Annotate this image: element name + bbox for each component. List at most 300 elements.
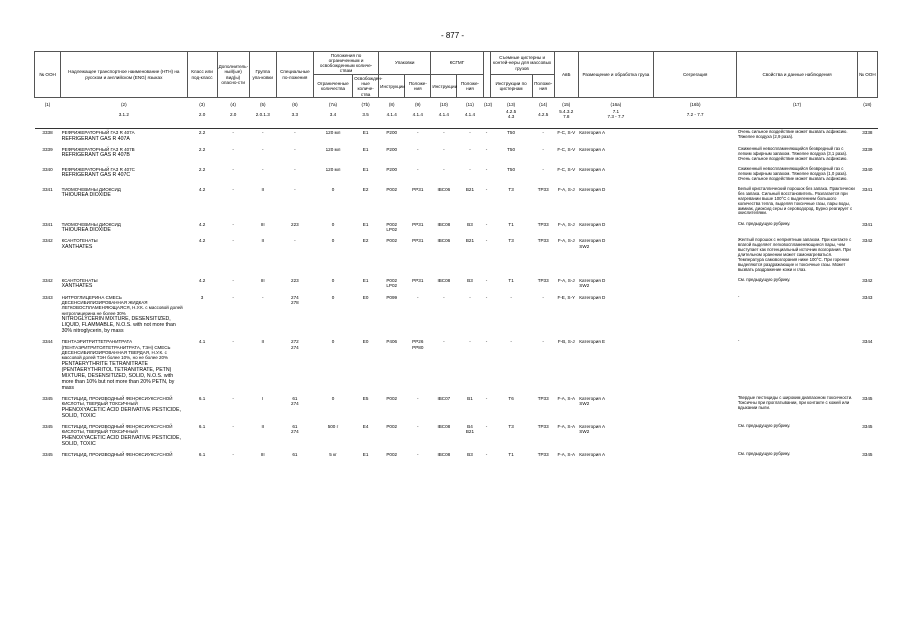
- blank-cell: -: [485, 277, 488, 283]
- limited-quantity: 0: [331, 396, 335, 402]
- stowage-category: Категория D: [579, 187, 606, 193]
- blank-cell: -: [485, 221, 488, 227]
- packing-instruction: P002: [386, 187, 398, 193]
- un-number: 3344: [42, 339, 53, 345]
- table-row: [35, 338, 878, 395]
- column-index: (7b): [361, 102, 370, 108]
- class: 6.1: [198, 396, 206, 402]
- ems-code: F-B, S-J: [557, 339, 575, 345]
- ibc-instruction: -: [443, 294, 445, 300]
- header-ibc-provisions: Положе-ния: [457, 75, 483, 98]
- special-provisions: 61: [292, 452, 298, 458]
- column-reference: 5.4.3.2 7.8: [554, 108, 578, 128]
- header-limited-excepted: Положения по ограниченным и освобожденным количе-ствам: [313, 52, 378, 75]
- un-number-right: 3342: [862, 277, 873, 283]
- column-reference: [857, 108, 877, 128]
- tank-instruction: -: [510, 339, 512, 345]
- special-provisions: -: [294, 187, 296, 193]
- column-index: (7a): [328, 102, 338, 108]
- column-index: (16b): [689, 102, 701, 108]
- blank-cell: -: [485, 167, 488, 173]
- packing-group: II: [261, 187, 265, 193]
- stowage-category: Категория D SW2: [579, 238, 606, 249]
- subsidiary-hazard: -: [232, 167, 234, 173]
- packing-instruction: P002: [386, 396, 398, 402]
- excepted-quantity: E1: [362, 167, 369, 173]
- segregation: [654, 293, 737, 338]
- ibc-instruction: -: [443, 167, 445, 173]
- name-english: PHENOXYACETIC ACID DERIVATIVE PESTICIDE, SOLID, TOXIC: [61, 406, 181, 419]
- dangerous-goods-table: [34, 51, 878, 462]
- column-index: (11): [466, 102, 474, 108]
- limited-quantity: 0: [331, 238, 335, 244]
- ems-code: F-A, S-A: [557, 396, 576, 402]
- class: 3: [200, 294, 204, 300]
- column-index-row: [35, 98, 878, 108]
- limited-quantity: 120 мл: [325, 167, 341, 173]
- packing-instruction: P002: [386, 452, 398, 458]
- header-blank: [483, 52, 490, 98]
- stowage-category: Категория D SW2: [579, 277, 606, 289]
- segregation: [654, 237, 737, 276]
- column-reference: 3.4: [313, 108, 352, 128]
- ems-code: F-A, S-A: [557, 424, 576, 430]
- column-reference: 2.0.1.3: [249, 108, 276, 128]
- name-russian: ПЕСТИЦИД, ПРОИЗВОДНЫЙ ФЕНОКСИУКСУСНОЙ: [61, 452, 173, 458]
- limited-quantity: 120 мл: [325, 130, 341, 136]
- ibc-instruction: IBC08: [437, 452, 451, 458]
- tank-provision: TP33: [537, 221, 549, 227]
- un-number: 3345: [42, 424, 53, 430]
- special-provisions: 61 274: [291, 396, 299, 407]
- header-ibc-instructions: Инструкции: [431, 75, 457, 98]
- ibc-instruction: IBC08: [437, 424, 451, 430]
- tank-instruction: T3: [508, 187, 514, 193]
- excepted-quantity: E0: [362, 294, 369, 300]
- packing-group: -: [262, 130, 264, 136]
- name-english: PENTAERYTHRITE TETRANITRATE (PENTAERYTHRITOL TETRANITRATE, PETN) MIXTURE, DESENSITIZED, SOLID, N.O.S. with more than 10% but not more than 20% PETN, by mass: [61, 360, 175, 391]
- subsidiary-hazard: -: [232, 221, 234, 227]
- un-number-right: 3340: [862, 167, 873, 173]
- packing-provision: -: [417, 167, 419, 173]
- ibc-provision: -: [469, 147, 471, 153]
- name-russian: ТИОМОЧЕВИНЫ ДИОКСИД: [61, 221, 121, 227]
- ibc-provision: B4 B21: [465, 424, 475, 435]
- excepted-quantity: E4: [362, 424, 369, 430]
- ibc-provision: -: [469, 294, 471, 300]
- class: 2.2: [198, 130, 206, 136]
- ems-code: F-C, S-V: [557, 130, 576, 136]
- tank-provision: TP33: [537, 452, 549, 458]
- header-un-no: № ООН: [35, 52, 61, 98]
- properties-remarks: Очень сильное воздействие может вызвать асфиксию. Тяжелее воздуха (2,9 раза).: [737, 129, 848, 140]
- proper-shipping-name: [61, 146, 187, 166]
- name-english: PHENOXYACETIC ACID DERIVATIVE PESTICIDE, SOLID, TOXIC: [61, 434, 181, 447]
- column-index: (18): [863, 102, 872, 108]
- header-un-no-right: № ООН: [857, 52, 877, 98]
- column-index: (14): [539, 102, 548, 108]
- packing-provision: -: [417, 424, 419, 430]
- blank-cell: -: [485, 130, 488, 136]
- tank-instruction: T6: [508, 396, 514, 402]
- table-body: [35, 128, 878, 461]
- segregation: [654, 423, 737, 451]
- table-row: [35, 146, 878, 166]
- properties-remarks: Сжиженный невоспламеняющийся безвредный газ с легким эфирным запахом. Тяжелее воздуха (3,1 раза). Очень сильное воздействие может вызвать асфиксию.: [737, 146, 848, 161]
- tank-instruction: T3: [508, 424, 514, 430]
- blank-cell: -: [485, 147, 488, 153]
- column-index: (5): [259, 102, 266, 108]
- packing-instruction: P002: [386, 238, 398, 244]
- name-english: REFRIGERANT GAS R 407C: [61, 172, 131, 179]
- class: 4.2: [198, 238, 206, 244]
- packing-instruction: P099: [386, 294, 398, 300]
- column-index: (10): [439, 102, 448, 108]
- subsidiary-hazard: -: [232, 147, 234, 153]
- packing-instruction: P002: [386, 424, 398, 430]
- ems-code: F-A, S-J: [557, 277, 575, 283]
- blank-cell: -: [485, 238, 488, 244]
- table-row: [35, 395, 878, 423]
- ibc-provision: B1: [467, 396, 473, 402]
- ibc-instruction: -: [443, 339, 445, 345]
- proper-shipping-name: [61, 276, 187, 293]
- header-properties: Свойства и данные наблюдения: [737, 52, 857, 98]
- tank-instruction: -: [510, 294, 512, 300]
- column-index: (1): [44, 102, 51, 108]
- class: 2.2: [198, 147, 206, 153]
- proper-shipping-name: [61, 237, 187, 276]
- header-name: Надлежащее транспортное наименование (НТН) на русском и английском (ENG) языках: [61, 52, 187, 98]
- un-number: 3345: [42, 452, 53, 458]
- ibc-provision: B3: [467, 221, 473, 227]
- segregation: [654, 128, 737, 145]
- header-segregation: Сегрегация: [654, 52, 737, 98]
- proper-shipping-name: [61, 220, 187, 237]
- packing-group: I: [262, 396, 264, 402]
- ibc-instruction: IBC06: [437, 187, 451, 193]
- packing-group: III: [260, 452, 265, 458]
- segregation: [654, 276, 737, 293]
- header-packing-instructions: Инструкции: [379, 75, 405, 98]
- column-index: (16a): [610, 102, 622, 108]
- ems-code: F-A, S-J: [557, 238, 575, 244]
- properties-remarks: См. предыдущую рубрику.: [737, 276, 791, 282]
- column-index: (6): [292, 102, 298, 108]
- name-russian: КСАНТОГЕНАТЫ: [61, 277, 98, 283]
- subsidiary-hazard: -: [232, 238, 234, 244]
- proper-shipping-name: [61, 128, 187, 145]
- tank-instruction: T1: [508, 452, 514, 458]
- name-russian: РЕФРИЖЕРАТОРНЫЙ ГАЗ R 407A: [61, 130, 135, 136]
- tank-instruction: T50: [507, 147, 516, 153]
- ibc-provision: B21: [465, 187, 475, 193]
- un-number-right: 3345: [862, 396, 873, 402]
- un-number: 3342: [42, 277, 53, 283]
- tank-provision: TP33: [537, 187, 549, 193]
- packing-group: III: [260, 277, 265, 283]
- stowage-category: Категория А SW2: [579, 396, 606, 407]
- tank-instruction: T3: [508, 238, 514, 244]
- column-reference: 2.0: [217, 108, 249, 128]
- properties-remarks: Твердые пестициды с широким диапазоном токсичности. Токсичны при проглатывании, при контакте с кожей или вдыхании пыли.: [737, 395, 853, 410]
- limited-quantity: 0: [331, 277, 335, 283]
- column-reference: 2.0: [187, 108, 217, 128]
- column-reference: 3.1.2: [61, 108, 187, 128]
- special-provisions: -: [294, 167, 296, 173]
- excepted-quantity: E2: [362, 187, 369, 193]
- properties-remarks: Сжиженный невоспламеняющийся безвредный газ с легким эфирным запахом. Тяжелее воздуха (1,0 раза). Очень сильное воздействие может вызвать асфиксию.: [737, 166, 848, 181]
- stowage-category: Категория А: [579, 130, 606, 136]
- subsidiary-hazard: -: [232, 396, 234, 402]
- special-provisions: -: [294, 238, 296, 244]
- special-provisions: 223: [291, 221, 299, 227]
- ems-code: F-A, S-J: [557, 187, 575, 193]
- stowage-category: Категория А: [579, 147, 606, 153]
- un-number: 3341: [42, 221, 53, 227]
- packing-provision: PP31: [412, 277, 424, 283]
- packing-provision: PP31: [412, 238, 424, 244]
- proper-shipping-name: [61, 186, 187, 221]
- un-number: 3340: [42, 167, 53, 173]
- special-provisions: 223: [291, 277, 299, 283]
- packing-group: II: [261, 238, 265, 244]
- column-reference: 3.3: [276, 108, 313, 128]
- column-reference: 7.2 - 7.7: [654, 108, 737, 128]
- tank-instruction: T1: [508, 277, 514, 283]
- tank-provision: TP33: [537, 277, 549, 283]
- un-number: 3339: [42, 147, 53, 153]
- properties-remarks: -: [737, 338, 740, 344]
- segregation: [654, 451, 737, 462]
- segregation: [654, 186, 737, 221]
- excepted-quantity: E5: [362, 396, 369, 402]
- packing-provision: -: [417, 396, 419, 402]
- limited-quantity: 0: [331, 221, 335, 227]
- ibc-provision: -: [469, 167, 471, 173]
- limited-quantity: 120 мл: [325, 147, 341, 153]
- column-reference: 4.1.4: [457, 108, 483, 128]
- column-reference: 3.5: [353, 108, 379, 128]
- tank-provision: -: [542, 294, 544, 300]
- column-index: (8): [388, 102, 395, 108]
- tank-instruction: T1: [508, 221, 514, 227]
- table-row: [35, 276, 878, 293]
- subsidiary-hazard: -: [232, 452, 234, 458]
- class: 4.2: [198, 187, 206, 193]
- column-reference: 4.2.5 4.3: [490, 108, 532, 128]
- packing-provision: PP31: [412, 221, 424, 227]
- packing-group: II: [261, 424, 265, 430]
- properties-remarks: См. предыдущую рубрику.: [737, 451, 791, 457]
- ibc-provision: B3: [467, 452, 473, 458]
- packing-provision: -: [417, 294, 419, 300]
- ibc-instruction: IBC07: [437, 396, 451, 402]
- packing-provision: PP31: [412, 187, 424, 193]
- blank-cell: -: [485, 452, 488, 458]
- packing-instruction: P002 LP02: [386, 277, 398, 289]
- header-class: Класс или под-класс: [187, 52, 217, 98]
- tank-provision: -: [542, 130, 544, 136]
- properties-remarks: Белый кристаллический порошок без запаха. Практически без запаха. Сильный восстановитель. Разлагается при нагревании выше 100°С с выделением большого количества тепла, выделяя токсичные газы, пары воды, аммиак, диоксид серы и сероводород. Бурно реагирует с окислителями.: [737, 186, 855, 216]
- segregation: [654, 338, 737, 395]
- tank-instruction: T50: [507, 130, 516, 136]
- limited-quantity: 500 г: [327, 424, 339, 430]
- un-number-right: 3345: [862, 424, 873, 430]
- special-provisions: -: [294, 130, 296, 136]
- column-reference: 4.1.4: [379, 108, 405, 128]
- properties-remarks: См. предыдущую рубрику.: [737, 423, 791, 429]
- subsidiary-hazard: -: [232, 277, 234, 283]
- header-ems: АвБ: [554, 52, 578, 98]
- table-row: [35, 293, 878, 338]
- packing-group: -: [262, 294, 264, 300]
- column-reference: 4.1.4: [405, 108, 431, 128]
- name-russian: КСАНТОГЕНАТЫ: [61, 238, 98, 244]
- properties-remarks: См. предыдущую рубрику.: [737, 220, 791, 226]
- stowage-category: Категория D: [579, 294, 606, 300]
- segregation: [654, 166, 737, 186]
- packing-instruction: P200: [386, 167, 398, 173]
- subsidiary-hazard: -: [232, 424, 234, 430]
- column-reference: [483, 108, 490, 128]
- table-row: [35, 451, 878, 462]
- column-index: (12): [484, 102, 493, 108]
- column-reference: 4.1.4: [431, 108, 457, 128]
- tank-instruction: T50: [507, 167, 516, 173]
- table-row: [35, 423, 878, 451]
- un-number: 3341: [42, 187, 53, 193]
- tank-provision: -: [542, 339, 544, 345]
- name-russian: ПЕСТИЦИД, ПРОИЗВОДНЫЙ ФЕНОКСИУКСУСНОЙ КИСЛОТЫ, ТВЕРДЫЙ ТОКСИЧНЫЙ: [61, 396, 173, 407]
- table-row: [35, 166, 878, 186]
- special-provisions: 274 278: [291, 294, 299, 305]
- un-number: 3338: [42, 130, 53, 136]
- un-number-right: 3341: [862, 187, 873, 193]
- packing-provision: -: [417, 147, 419, 153]
- tank-provision: TP33: [537, 238, 549, 244]
- column-index: (2): [120, 102, 127, 108]
- excepted-quantity: E0: [362, 339, 369, 345]
- ibc-provision: -: [469, 339, 471, 345]
- tank-provision: -: [542, 167, 544, 173]
- properties-remarks: -: [737, 293, 740, 299]
- blank-cell: -: [485, 396, 488, 402]
- packing-group: -: [262, 167, 264, 173]
- header-packing-provisions: Положе-ния: [405, 75, 431, 98]
- special-provisions: -: [294, 147, 296, 153]
- segregation: [654, 220, 737, 237]
- un-number: 3342: [42, 238, 53, 244]
- special-provisions: 61 274: [291, 424, 299, 435]
- ems-code: F-C, S-V: [557, 167, 576, 173]
- name-english: XANTHATES: [61, 243, 93, 250]
- proper-shipping-name: [61, 451, 187, 462]
- column-index: (17): [792, 102, 802, 108]
- un-number-right: 3338: [862, 130, 873, 136]
- header-tank-instructions: Инструкции по цистернам: [490, 75, 532, 98]
- packing-provision: -: [417, 452, 419, 458]
- header-limited-qty: Ограниченные количества: [313, 75, 352, 98]
- table-row: [35, 186, 878, 221]
- ems-code: F-E, S-Y: [557, 294, 576, 300]
- column-reference: 4.2.5: [532, 108, 554, 128]
- header-packing-group: Группа упа-ковки: [249, 52, 276, 98]
- name-russian: ПЕСТИЦИД, ПРОИЗВОДНЫЙ ФЕНОКСИУКСУСНОЙ КИСЛОТЫ, ТВЕРДЫЙ ТОКСИЧНЫЙ: [61, 424, 173, 435]
- ibc-provision: B3: [467, 277, 473, 283]
- class: 4.1: [198, 339, 206, 345]
- excepted-quantity: E1: [362, 277, 369, 283]
- excepted-quantity: E1: [362, 452, 369, 458]
- table-header: [35, 52, 878, 129]
- excepted-quantity: E1: [362, 147, 369, 153]
- table-row: [35, 237, 878, 276]
- column-index: (9): [414, 102, 421, 108]
- blank-cell: -: [485, 339, 488, 345]
- name-russian: ТИОМОЧЕВИНЫ ДИОКСИД: [61, 187, 121, 193]
- stowage-category: Категория А: [579, 452, 606, 458]
- ems-code: F-A, S-A: [557, 452, 576, 458]
- un-number: 3345: [42, 396, 53, 402]
- subsidiary-hazard: -: [232, 130, 234, 136]
- excepted-quantity: E1: [362, 221, 369, 227]
- ibc-instruction: IBC08: [437, 277, 451, 283]
- ibc-provision: -: [469, 130, 471, 136]
- ems-code: F-C, S-V: [557, 147, 576, 153]
- name-english: THIOUREA DIOXIDE: [61, 226, 111, 233]
- name-english: XANTHATES: [61, 283, 93, 290]
- un-number-right: 3343: [862, 294, 873, 300]
- packing-provision: -: [417, 130, 419, 136]
- name-english: REFRIGERANT GAS R 407B: [61, 152, 130, 159]
- proper-shipping-name: [61, 338, 187, 395]
- header-packagings: Упаковки: [379, 52, 431, 75]
- column-index: (3): [199, 102, 205, 108]
- subsidiary-hazard: -: [232, 187, 234, 193]
- limited-quantity: 0: [331, 294, 335, 300]
- ems-code: F-A, S-J: [557, 221, 575, 227]
- header-special-provisions: Специальные по-ложения: [276, 52, 313, 98]
- class: 2.2: [198, 167, 206, 173]
- name-russian: РЕФРИЖЕРАТОРНЫЙ ГАЗ R 407C: [61, 167, 135, 173]
- un-number: 3343: [42, 294, 53, 300]
- name-english: NITROGLYCERIN MIXTURE, DESENSITIZED, LIQUID, FLAMMABLE, N.O.S. with not more than 30% nitroglycerin, by mass: [61, 315, 176, 334]
- blank-cell: -: [485, 294, 488, 300]
- header-excepted-qty: Освобожден-ные количе-ства: [354, 75, 383, 97]
- header-ibc: КСГМГ: [431, 52, 483, 75]
- excepted-quantity: E2: [362, 238, 369, 244]
- stowage-category: Категория E: [579, 339, 606, 345]
- class: 6.1: [198, 424, 206, 430]
- packing-instruction: P002 LP02: [386, 221, 398, 232]
- header-tank-provisions: Положе-ния: [532, 75, 554, 98]
- properties-remarks: Желтый порошок с неприятным запахом. При контакте с влагой выделяет легковоспламеняющиеся пары, чем выступает как потенциальный источник возгорания. При длительном хранении может самонагреваться. Температура самовозгорания ниже 100°С. При горении выделяются раздражающие и токсичные газы. Может вызвать раздражение кожи и глаз.: [737, 237, 852, 272]
- name-english: THIOUREA DIOXIDE: [61, 192, 111, 199]
- header-portable-tanks: Съемные цистерны и контей-неры для массовых грузов: [490, 52, 554, 75]
- excepted-quantity: E1: [362, 130, 369, 136]
- ibc-provision: B21: [465, 238, 475, 244]
- class: 4.2: [198, 277, 206, 283]
- subsidiary-hazard: -: [232, 294, 234, 300]
- name-russian: ПЕНТАЭРИТРИТТЕТРАНИТРАТА (ПЕНТАЭРИТРИТОЛТЕТРАНИТРАТА, ТЭН) СМЕСЬ ДЕСЕНСИБИЛИЗИРОВАННАЯ ТВЕРДАЯ, Н.У.К. с массовой долей ТЭН более 10%, но не более 20%: [61, 339, 171, 361]
- column-index: (4): [230, 102, 236, 108]
- proper-shipping-name: [61, 395, 187, 423]
- stowage-category: Категория А: [579, 167, 606, 173]
- tank-provision: TP33: [537, 424, 549, 430]
- packing-provision: PP26 PP80: [412, 339, 424, 350]
- column-index: (15): [562, 102, 571, 108]
- class: 6.1: [198, 452, 206, 458]
